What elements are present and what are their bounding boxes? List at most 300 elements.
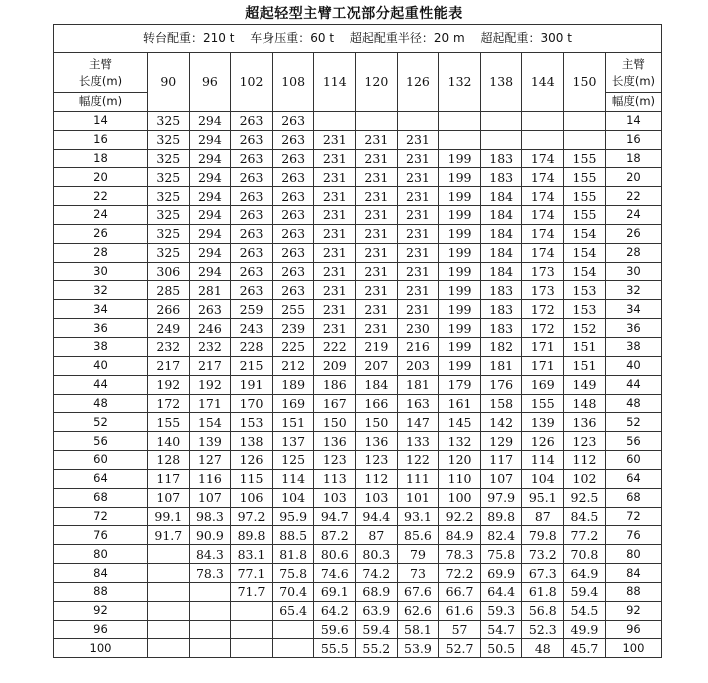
capacity-cell: 150 [356, 413, 398, 432]
capacity-cell: 84.3 [189, 545, 231, 564]
table-row [54, 545, 662, 564]
boom-length-header: 138 [480, 53, 522, 112]
capacity-cell: 263 [272, 206, 314, 225]
table-row [54, 564, 662, 583]
capacity-cell: 80.3 [356, 545, 398, 564]
radius-cell-right: 88 [605, 582, 661, 601]
capacity-cell [231, 601, 273, 620]
capacity-cell: 183 [480, 149, 522, 168]
capacity-cell: 174 [522, 224, 564, 243]
radius-cell-left: 14 [54, 111, 148, 130]
capacity-cell: 78.3 [439, 545, 481, 564]
boom-label-line1: 主臂 [621, 56, 645, 71]
capacity-cell: 54.7 [480, 620, 522, 639]
capacity-cell: 52.3 [522, 620, 564, 639]
capacity-cell: 174 [522, 149, 564, 168]
capacity-cell: 231 [314, 262, 356, 281]
capacity-cell: 184 [480, 224, 522, 243]
capacity-cell: 69.9 [480, 564, 522, 583]
capacity-cell: 132 [439, 432, 481, 451]
capacity-cell: 106 [231, 488, 273, 507]
capacity-cell: 249 [148, 319, 190, 338]
capacity-cell: 259 [231, 300, 273, 319]
capacity-cell: 325 [148, 111, 190, 130]
table-row [54, 469, 662, 488]
capacity-cell: 294 [189, 187, 231, 206]
capacity-cell: 209 [314, 356, 356, 375]
radius-cell-right: 30 [605, 262, 661, 281]
capacity-cell: 79.8 [522, 526, 564, 545]
capacity-cell: 50.5 [480, 639, 522, 658]
capacity-cell: 263 [231, 224, 273, 243]
capacity-cell: 263 [231, 130, 273, 149]
capacity-cell: 117 [480, 451, 522, 470]
capacity-cell [522, 111, 564, 130]
capacity-cell: 64.2 [314, 601, 356, 620]
radius-cell-right: 96 [605, 620, 661, 639]
capacity-cell: 72.2 [439, 564, 481, 583]
capacity-cell: 183 [480, 168, 522, 187]
radius-cell-left: 36 [54, 319, 148, 338]
capacity-cell: 138 [231, 432, 273, 451]
capacity-cell: 174 [522, 206, 564, 225]
capacity-cell: 231 [356, 187, 398, 206]
carbody-counterweight: 车身压重：60 t [250, 31, 335, 45]
table-row [54, 262, 662, 281]
capacity-cell: 231 [314, 224, 356, 243]
capacity-cell: 231 [314, 149, 356, 168]
capacity-cell: 155 [564, 149, 606, 168]
table-row [54, 394, 662, 413]
capacity-cell: 199 [439, 187, 481, 206]
capacity-cell: 207 [356, 356, 398, 375]
capacity-cell [564, 111, 606, 130]
table-row [54, 111, 662, 130]
table-row [54, 224, 662, 243]
capacity-cell: 136 [314, 432, 356, 451]
capacity-cell: 84.9 [439, 526, 481, 545]
capacity-cell: 59.6 [314, 620, 356, 639]
capacity-cell: 173 [522, 281, 564, 300]
capacity-cell: 151 [272, 413, 314, 432]
capacity-cell: 161 [439, 394, 481, 413]
capacity-cell: 325 [148, 224, 190, 243]
capacity-cell: 104 [272, 488, 314, 507]
boom-length-label-left [54, 53, 148, 93]
capacity-cell: 231 [314, 281, 356, 300]
capacity-cell: 149 [564, 375, 606, 394]
capacity-cell: 166 [356, 394, 398, 413]
capacity-cell [148, 564, 190, 583]
capacity-cell: 114 [522, 451, 564, 470]
capacity-cell: 172 [148, 394, 190, 413]
capacity-cell: 62.6 [397, 601, 439, 620]
capacity-cell: 181 [397, 375, 439, 394]
boom-label-line2: 长度(m) [78, 73, 123, 88]
capacity-cell: 179 [439, 375, 481, 394]
capacity-cell: 125 [272, 451, 314, 470]
radius-cell-left: 88 [54, 582, 148, 601]
capacity-cell: 184 [356, 375, 398, 394]
capacity-cell: 263 [272, 281, 314, 300]
capacity-cell: 79 [397, 545, 439, 564]
capacity-cell: 232 [148, 337, 190, 356]
capacity-cell: 231 [314, 319, 356, 338]
capacity-cell: 231 [356, 319, 398, 338]
radius-cell-left: 32 [54, 281, 148, 300]
capacity-cell: 199 [439, 300, 481, 319]
capacity-cell: 182 [480, 337, 522, 356]
table-row [54, 149, 662, 168]
capacity-cell: 87 [522, 507, 564, 526]
radius-cell-left: 84 [54, 564, 148, 583]
table-row [54, 375, 662, 394]
capacity-cell: 111 [397, 469, 439, 488]
capacity-cell: 217 [189, 356, 231, 375]
capacity-cell: 263 [272, 130, 314, 149]
capacity-cell: 77.2 [564, 526, 606, 545]
capacity-cell: 52.7 [439, 639, 481, 658]
capacity-cell [189, 639, 231, 658]
radius-cell-right: 92 [605, 601, 661, 620]
capacity-cell: 150 [314, 413, 356, 432]
table-row [54, 300, 662, 319]
radius-cell-left: 40 [54, 356, 148, 375]
capacity-cell: 57 [439, 620, 481, 639]
capacity-cell: 91.7 [148, 526, 190, 545]
radius-cell-left: 96 [54, 620, 148, 639]
table-row [54, 130, 662, 149]
capacity-cell: 145 [439, 413, 481, 432]
capacity-cell: 59.3 [480, 601, 522, 620]
radius-cell-right: 20 [605, 168, 661, 187]
capacity-cell: 89.8 [480, 507, 522, 526]
capacity-cell: 294 [189, 262, 231, 281]
capacity-cell: 92.5 [564, 488, 606, 507]
capacity-cell: 54.5 [564, 601, 606, 620]
radius-cell-right: 18 [605, 149, 661, 168]
capacity-cell: 263 [231, 206, 273, 225]
capacity-cell: 263 [231, 281, 273, 300]
capacity-cell: 174 [522, 243, 564, 262]
capacity-cell: 107 [480, 469, 522, 488]
capacity-cell: 155 [148, 413, 190, 432]
capacity-cell: 117 [148, 469, 190, 488]
capacity-cell [148, 545, 190, 564]
boom-length-label-right [605, 53, 661, 93]
capacity-cell: 263 [272, 187, 314, 206]
capacity-cell: 148 [564, 394, 606, 413]
capacity-cell: 154 [564, 262, 606, 281]
capacity-cell: 263 [231, 243, 273, 262]
capacity-cell: 151 [564, 337, 606, 356]
table-row [54, 187, 662, 206]
capacity-cell: 53.9 [397, 639, 439, 658]
radius-cell-right: 56 [605, 432, 661, 451]
capacity-cell: 126 [231, 451, 273, 470]
counterweight-info [54, 25, 662, 53]
capacity-cell [356, 111, 398, 130]
boom-length-header: 126 [397, 53, 439, 112]
capacity-cell: 142 [480, 413, 522, 432]
capacity-cell: 199 [439, 262, 481, 281]
radius-cell-right: 38 [605, 337, 661, 356]
capacity-cell: 147 [397, 413, 439, 432]
capacity-cell: 225 [272, 337, 314, 356]
capacity-cell: 231 [397, 187, 439, 206]
capacity-cell: 263 [231, 168, 273, 187]
capacity-cell [272, 639, 314, 658]
capacity-cell: 243 [231, 319, 273, 338]
capacity-cell: 104 [522, 469, 564, 488]
capacity-cell: 231 [397, 300, 439, 319]
radius-cell-right: 26 [605, 224, 661, 243]
capacity-cell: 70.8 [564, 545, 606, 564]
radius-cell-right: 76 [605, 526, 661, 545]
radius-cell-right: 84 [605, 564, 661, 583]
capacity-cell: 59.4 [356, 620, 398, 639]
table-row [54, 413, 662, 432]
capacity-cell: 231 [397, 168, 439, 187]
capacity-cell: 69.1 [314, 582, 356, 601]
capacity-cell: 64.4 [480, 582, 522, 601]
turntable-counterweight: 转台配重：210 t [143, 31, 235, 45]
capacity-cell: 56.8 [522, 601, 564, 620]
capacity-cell: 294 [189, 224, 231, 243]
capacity-cell: 184 [480, 243, 522, 262]
capacity-cell: 219 [356, 337, 398, 356]
capacity-cell: 114 [272, 469, 314, 488]
capacity-cell: 75.8 [272, 564, 314, 583]
radius-cell-left: 68 [54, 488, 148, 507]
capacity-cell: 73 [397, 564, 439, 583]
capacity-cell: 199 [439, 337, 481, 356]
counterweight-info-row [54, 25, 662, 53]
capacity-cell: 171 [522, 337, 564, 356]
capacity-cell: 75.8 [480, 545, 522, 564]
table-row [54, 243, 662, 262]
capacity-cell: 113 [314, 469, 356, 488]
capacity-cell: 65.4 [272, 601, 314, 620]
capacity-cell: 170 [231, 394, 273, 413]
table-row [54, 281, 662, 300]
capacity-cell: 231 [314, 206, 356, 225]
capacity-cell: 107 [148, 488, 190, 507]
capacity-cell: 263 [189, 300, 231, 319]
boom-length-header: 114 [314, 53, 356, 112]
capacity-cell: 215 [231, 356, 273, 375]
boom-length-header: 132 [439, 53, 481, 112]
table-row [54, 488, 662, 507]
capacity-cell: 49.9 [564, 620, 606, 639]
capacity-cell: 231 [397, 224, 439, 243]
capacity-cell: 199 [439, 168, 481, 187]
capacity-cell: 172 [522, 300, 564, 319]
radius-cell-left: 64 [54, 469, 148, 488]
radius-cell-right: 60 [605, 451, 661, 470]
radius-cell-left: 72 [54, 507, 148, 526]
capacity-cell: 231 [397, 149, 439, 168]
capacity-cell: 112 [356, 469, 398, 488]
capacity-cell: 325 [148, 168, 190, 187]
capacity-cell: 231 [356, 130, 398, 149]
capacity-cell: 325 [148, 130, 190, 149]
radius-cell-left: 44 [54, 375, 148, 394]
capacity-cell: 231 [356, 281, 398, 300]
radius-cell-right: 64 [605, 469, 661, 488]
capacity-cell: 102 [564, 469, 606, 488]
capacity-cell: 112 [564, 451, 606, 470]
radius-cell-right: 68 [605, 488, 661, 507]
capacity-cell [522, 130, 564, 149]
capacity-cell: 61.8 [522, 582, 564, 601]
capacity-cell: 231 [356, 224, 398, 243]
capacity-cell: 63.9 [356, 601, 398, 620]
capacity-cell: 58.1 [397, 620, 439, 639]
table-row [54, 451, 662, 470]
radius-cell-right: 14 [605, 111, 661, 130]
superlift-counterweight: 超起配重：300 t [480, 31, 572, 45]
radius-cell-left: 92 [54, 601, 148, 620]
table-row [54, 507, 662, 526]
radius-cell-left: 34 [54, 300, 148, 319]
capacity-cell: 189 [272, 375, 314, 394]
capacity-cell: 199 [439, 319, 481, 338]
capacity-cell: 231 [397, 206, 439, 225]
radius-cell-right: 24 [605, 206, 661, 225]
radius-cell-left: 60 [54, 451, 148, 470]
capacity-cell: 266 [148, 300, 190, 319]
capacity-cell: 151 [564, 356, 606, 375]
radius-cell-right: 32 [605, 281, 661, 300]
capacity-cell: 55.5 [314, 639, 356, 658]
capacity-cell: 325 [148, 243, 190, 262]
capacity-cell: 61.6 [439, 601, 481, 620]
radius-cell-left: 18 [54, 149, 148, 168]
radius-cell-right: 28 [605, 243, 661, 262]
capacity-cell: 133 [397, 432, 439, 451]
capacity-cell: 82.4 [480, 526, 522, 545]
capacity-cell [564, 130, 606, 149]
capacity-cell: 99.1 [148, 507, 190, 526]
superlift-radius: 超起配重半径：20 m [349, 31, 465, 45]
capacity-cell: 123 [564, 432, 606, 451]
capacity-cell: 171 [189, 394, 231, 413]
capacity-cell [231, 620, 273, 639]
capacity-cell: 181 [480, 356, 522, 375]
boom-length-header: 120 [356, 53, 398, 112]
capacity-cell [272, 620, 314, 639]
capacity-cell: 232 [189, 337, 231, 356]
capacity-cell: 78.3 [189, 564, 231, 583]
capacity-cell: 169 [272, 394, 314, 413]
capacity-cell: 155 [564, 168, 606, 187]
capacity-cell: 294 [189, 243, 231, 262]
capacity-cell: 294 [189, 206, 231, 225]
capacity-cell: 255 [272, 300, 314, 319]
capacity-cell: 231 [397, 130, 439, 149]
capacity-cell [148, 582, 190, 601]
capacity-cell: 59.4 [564, 582, 606, 601]
boom-length-header: 144 [522, 53, 564, 112]
capacity-cell: 246 [189, 319, 231, 338]
radius-cell-right: 48 [605, 394, 661, 413]
capacity-cell: 87 [356, 526, 398, 545]
capacity-cell: 263 [272, 168, 314, 187]
capacity-cell: 94.4 [356, 507, 398, 526]
capacity-cell: 74.2 [356, 564, 398, 583]
capacity-cell: 89.8 [231, 526, 273, 545]
capacity-cell: 199 [439, 243, 481, 262]
capacity-cell [189, 582, 231, 601]
capacity-cell: 172 [522, 319, 564, 338]
radius-cell-left: 30 [54, 262, 148, 281]
capacity-cell: 123 [314, 451, 356, 470]
capacity-cell: 199 [439, 224, 481, 243]
radius-cell-left: 38 [54, 337, 148, 356]
capacity-cell [231, 639, 273, 658]
capacity-cell: 231 [397, 243, 439, 262]
table-row [54, 337, 662, 356]
capacity-cell: 153 [564, 300, 606, 319]
radius-cell-left: 100 [54, 639, 148, 658]
capacity-cell: 100 [439, 488, 481, 507]
capacity-cell: 167 [314, 394, 356, 413]
capacity-cell: 294 [189, 168, 231, 187]
boom-length-header: 150 [564, 53, 606, 112]
capacity-cell: 73.2 [522, 545, 564, 564]
capacity-cell: 263 [272, 111, 314, 130]
capacity-cell: 192 [189, 375, 231, 394]
capacity-cell [480, 111, 522, 130]
capacity-cell: 107 [189, 488, 231, 507]
load-chart-table [53, 24, 662, 658]
boom-length-header: 108 [272, 53, 314, 112]
capacity-cell: 158 [480, 394, 522, 413]
capacity-cell: 77.1 [231, 564, 273, 583]
radius-cell-left: 56 [54, 432, 148, 451]
capacity-cell: 230 [397, 319, 439, 338]
capacity-cell: 92.2 [439, 507, 481, 526]
capacity-cell: 212 [272, 356, 314, 375]
capacity-cell: 231 [356, 149, 398, 168]
capacity-cell: 67.6 [397, 582, 439, 601]
capacity-cell: 116 [189, 469, 231, 488]
capacity-cell: 294 [189, 130, 231, 149]
capacity-cell: 231 [314, 300, 356, 319]
capacity-cell [480, 130, 522, 149]
capacity-cell: 263 [231, 262, 273, 281]
capacity-cell: 155 [564, 187, 606, 206]
radius-cell-left: 48 [54, 394, 148, 413]
capacity-cell: 222 [314, 337, 356, 356]
capacity-cell: 85.6 [397, 526, 439, 545]
capacity-cell: 115 [231, 469, 273, 488]
capacity-cell: 139 [522, 413, 564, 432]
boom-label-line1: 主臂 [89, 56, 112, 71]
boom-label-line2: 长度(m) [611, 73, 656, 88]
capacity-cell: 263 [231, 111, 273, 130]
capacity-cell [148, 639, 190, 658]
capacity-cell: 126 [522, 432, 564, 451]
capacity-cell: 155 [564, 206, 606, 225]
radius-cell-right: 80 [605, 545, 661, 564]
capacity-cell: 263 [272, 224, 314, 243]
table-row [54, 432, 662, 451]
table-row [54, 206, 662, 225]
capacity-cell: 176 [480, 375, 522, 394]
capacity-cell: 263 [272, 262, 314, 281]
